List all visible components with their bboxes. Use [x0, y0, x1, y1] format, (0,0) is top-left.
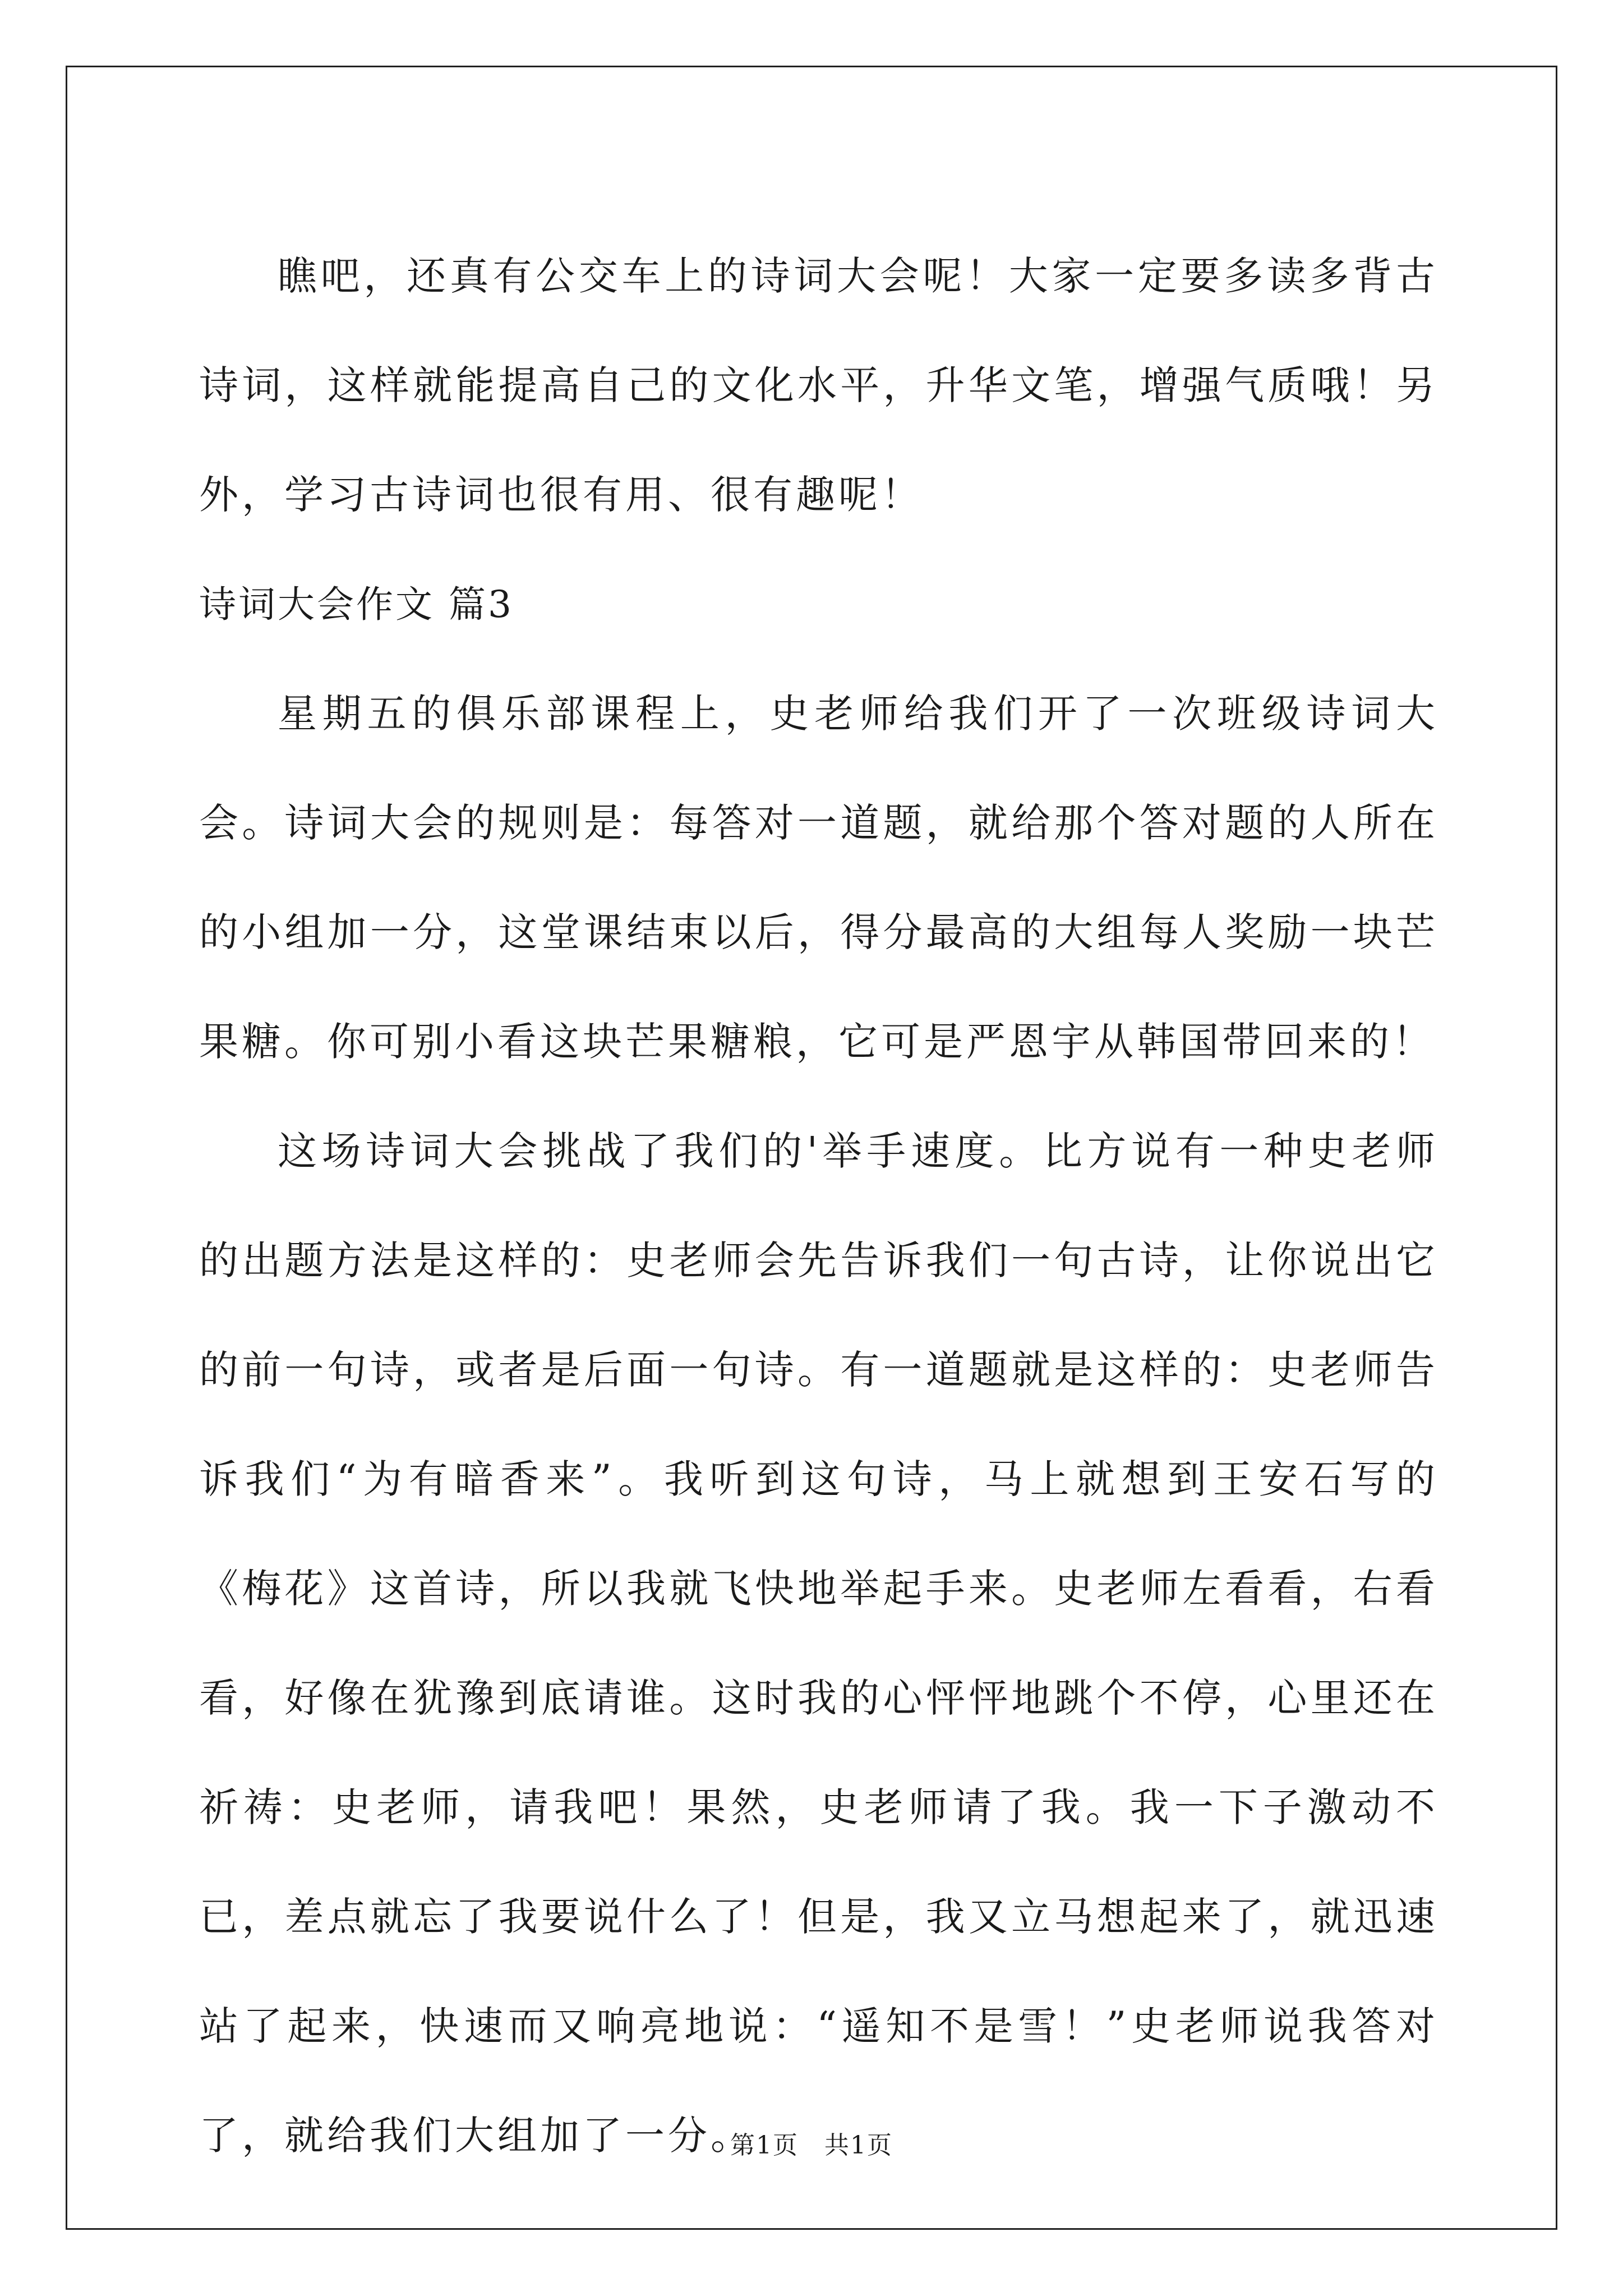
paragraph-story: 这场诗词大会挑战了我们的'举手速度。比方说有一种史老师的出题方法是这样的：史老师会先告诉我们一句古诗，让你说出它的前一句诗，或者是后面一句诗。有一道题就是这样的：史老师告诉我们“为有暗香来”。我听到这句诗，马上就想到王安石写的《梅花》这首诗，所以我就飞快地举起手来。史老师左看看，右看看，好像在犹豫到底请谁。这时我的心怦怦地跳个不停，心里还在祈祷：史老师，请我吧！果然，史老师请了我。我一下子激动不已，差点就忘了我要说什么了！但是，我又立马想起来了，就迅速站了起来，快速而又响亮地说：“遥知不是雪！”史老师说我答对了，就给我们大组加了一分。 [199, 1128, 1438, 2159]
page-number-footer: 第1页 共1页 [730, 2131, 893, 2160]
paragraph-rules: 星期五的俱乐部课程上，史老师给我们开了一次班级诗词大会。诗词大会的规则是：每答对一道题，就给那个答对题的人所在的小组加一分，这堂课结束以后，得分最高的大组每人奖励一块芒果糖。你可别小看这块芒果糖粮，它可是严恩宇从韩国带回来的！ [199, 691, 1438, 1065]
paragraph-closing: 瞧吧，还真有公交车上的诗词大会呢！大家一定要多读多背古诗词，这样就能提高自己的文化水平，升华文笔，增强气质哦！另外，学习古诗词也很有用、很有趣呢！ [199, 253, 1438, 518]
section-heading: 诗词大会作文 篇3 [199, 583, 514, 626]
document-body [199, 222, 1438, 2191]
